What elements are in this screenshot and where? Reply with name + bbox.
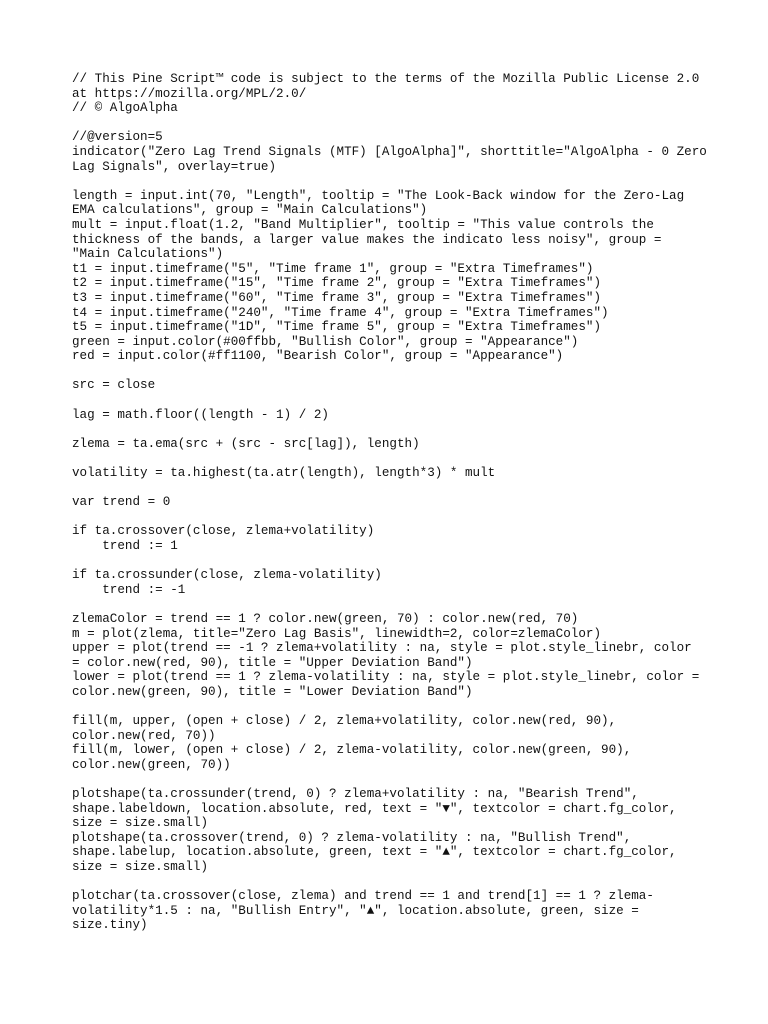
blank-line — [72, 597, 712, 612]
blank-line — [72, 875, 712, 890]
blank-line — [72, 451, 712, 466]
code-line: fill(m, lower, (open + close) / 2, zlema-volatility, color.new(green, 90), — [72, 743, 632, 758]
code-line: "Main Calculations") — [72, 247, 224, 262]
code-line: var trend = 0 — [72, 495, 171, 510]
code-line: trend := -1 — [72, 582, 186, 597]
code-line: Lag Signals", overlay=true) — [72, 159, 277, 174]
code-line: t2 = input.timeframe("15", "Time frame 2", group = "Extra Timeframes") — [72, 276, 602, 291]
code-line: plotshape(ta.crossover(trend, 0) ? zlema-volatility : na, "Bullish Trend", — [72, 830, 632, 845]
blank-line — [72, 510, 712, 525]
code-line: if ta.crossover(close, zlema+volatility) — [72, 524, 375, 539]
code-line: size = size.small) — [72, 860, 209, 875]
blank-line — [72, 393, 712, 408]
code-line: shape.labelup, location.absolute, green, text = "▲", textcolor = chart.fg_color, — [72, 845, 677, 860]
code-line: size = size.small) — [72, 816, 209, 831]
code-line: t4 = input.timeframe("240", "Time frame 4", group = "Extra Timeframes") — [72, 305, 609, 320]
code-line: volatility = ta.highest(ta.atr(length), length*3) * mult — [72, 466, 496, 481]
blank-line — [72, 174, 712, 189]
code-document — [72, 72, 712, 933]
code-line: color.new(red, 70)) — [72, 728, 216, 743]
code-line: lower = plot(trend == 1 ? zlema-volatility : na, style = plot.style_linebr, color = — [72, 670, 700, 685]
code-line: plotshape(ta.crossunder(trend, 0) ? zlema+volatility : na, "Bearish Trend", — [72, 787, 639, 802]
code-line: fill(m, upper, (open + close) / 2, zlema+volatility, color.new(red, 90), — [72, 714, 617, 729]
code-line: indicator("Zero Lag Trend Signals (MTF) [AlgoAlpha]", shorttitle="AlgoAlpha - 0 Zero — [72, 144, 707, 159]
code-line: = color.new(red, 90), title = "Upper Deviation Band") — [72, 655, 473, 670]
code-line: color.new(green, 70)) — [72, 757, 231, 772]
code-line: thickness of the bands, a larger value makes the indicato less noisy", group = — [72, 232, 662, 247]
blank-line — [72, 364, 712, 379]
code-line: lag = math.floor((length - 1) / 2) — [72, 407, 329, 422]
code-line: //@version=5 — [72, 130, 163, 145]
code-line: zlemaColor = trend == 1 ? color.new(green, 70) : color.new(red, 70) — [72, 611, 579, 626]
code-line: length = input.int(70, "Length", tooltip = "The Look-Back window for the Zero-Lag — [72, 188, 685, 203]
code-line: m = plot(zlema, title="Zero Lag Basis", linewidth=2, color=zlemaColor) — [72, 626, 602, 641]
blank-line — [72, 116, 712, 131]
code-line: mult = input.float(1.2, "Band Multiplier", tooltip = "This value controls the — [72, 217, 654, 232]
code-line: plotchar(ta.crossover(close, zlema) and trend == 1 and trend[1] == 1 ? zlema- — [72, 889, 654, 904]
code-line: at https://mozilla.org/MPL/2.0/ — [72, 86, 307, 101]
code-line: t1 = input.timeframe("5", "Time frame 1", group = "Extra Timeframes") — [72, 261, 594, 276]
code-line: green = input.color(#00ffbb, "Bullish Color", group = "Appearance") — [72, 334, 579, 349]
code-line: volatility*1.5 : na, "Bullish Entry", "▲", location.absolute, green, size = — [72, 903, 639, 918]
blank-line — [72, 554, 712, 569]
code-line: t3 = input.timeframe("60", "Time frame 3", group = "Extra Timeframes") — [72, 290, 602, 305]
blank-line — [72, 773, 712, 788]
code-line: red = input.color(#ff1100, "Bearish Color", group = "Appearance") — [72, 349, 564, 364]
blank-line — [72, 422, 712, 437]
code-line: shape.labeldown, location.absolute, red, text = "▼", textcolor = chart.fg_color, — [72, 801, 677, 816]
code-line: EMA calculations", group = "Main Calculations") — [72, 203, 428, 218]
code-line: src = close — [72, 378, 156, 393]
code-line: size.tiny) — [72, 918, 148, 933]
blank-line — [72, 481, 712, 496]
code-line: trend := 1 — [72, 539, 178, 553]
blank-line — [72, 700, 712, 715]
code-line: // This Pine Script™ code is subject to the terms of the Mozilla Public License 2.0 — [72, 72, 700, 86]
code-line: zlema = ta.ema(src + (src - src[lag]), length) — [72, 436, 420, 451]
code-line: upper = plot(trend == -1 ? zlema+volatility : na, style = plot.style_linebr, color — [72, 641, 692, 656]
code-line: // © AlgoAlpha — [72, 101, 178, 116]
code-line: color.new(green, 90), title = "Lower Deviation Band") — [72, 684, 473, 699]
code-line: t5 = input.timeframe("1D", "Time frame 5", group = "Extra Timeframes") — [72, 320, 602, 335]
code-line: if ta.crossunder(close, zlema-volatility) — [72, 568, 382, 583]
